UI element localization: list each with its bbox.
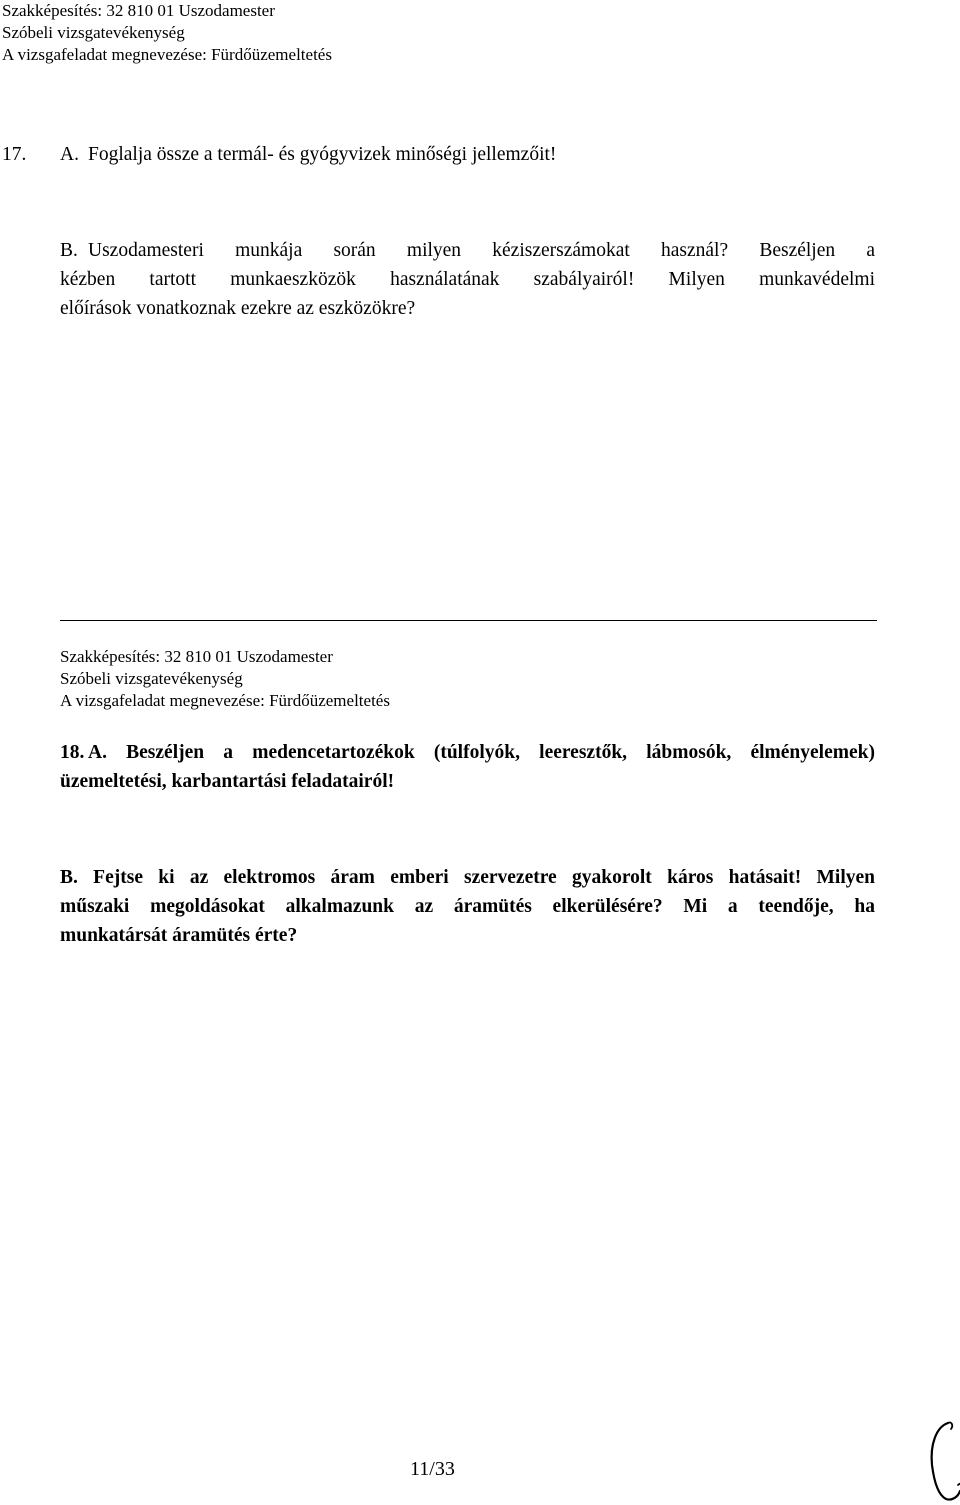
question-a-text: Foglalja össze a termál- és gyógyvizek minőségi jellemzőit!	[88, 144, 557, 165]
question-b-label: B.	[60, 240, 78, 261]
header-task-name: A vizsgafeladat megnevezése: Fürdőüzemeltetés	[2, 45, 332, 64]
question-number: 17.	[2, 144, 27, 165]
signature-mark	[918, 1415, 960, 1505]
header-qualification: Szakképesítés: 32 810 01 Uszodamester	[60, 647, 333, 666]
text-line: műszaki megoldásokat alkalmazunk az áramütés elkerülésére? Mi a teendője, ha	[60, 896, 875, 917]
question-b-text	[60, 863, 875, 950]
text-line: A. Beszéljen a medencetartozékok (túlfolyók, leeresztők, lábmosók, élményelemek)	[88, 742, 875, 763]
question-number: 18.	[60, 742, 85, 763]
question-b-text-cont	[60, 265, 875, 323]
text-line: előírások vonatkoznak ezekre az eszközökre?	[60, 298, 416, 319]
text-line: üzemeltetési, karbantartási feladatairól!	[60, 771, 395, 792]
header-exam-activity: Szóbeli vizsgatevékenység	[60, 669, 243, 688]
text-line: kézben tartott munkaeszközök használatának szabályairól! Milyen munkavédelmi	[60, 269, 875, 290]
text-line: B. Fejtse ki az elektromos áram emberi szervezetre gyakorolt káros hatásait! Milyen	[60, 867, 875, 888]
header-task-name: A vizsgafeladat megnevezése: Fürdőüzemeltetés	[60, 691, 390, 710]
page-number: 11/33	[410, 1458, 455, 1480]
header-exam-activity: Szóbeli vizsgatevékenység	[2, 23, 185, 42]
question-b-text	[88, 236, 875, 265]
text-line: munkatársát áramütés érte?	[60, 925, 298, 946]
header-qualification: Szakképesítés: 32 810 01 Uszodamester	[2, 1, 275, 20]
section-divider	[60, 620, 877, 621]
question-a-first-line	[88, 738, 875, 767]
question-a-label: A.	[60, 144, 79, 165]
question-a-rest	[60, 767, 875, 796]
text-line: Uszodamesteri munkája során milyen kéziszerszámokat használ? Beszéljen a	[88, 240, 875, 261]
